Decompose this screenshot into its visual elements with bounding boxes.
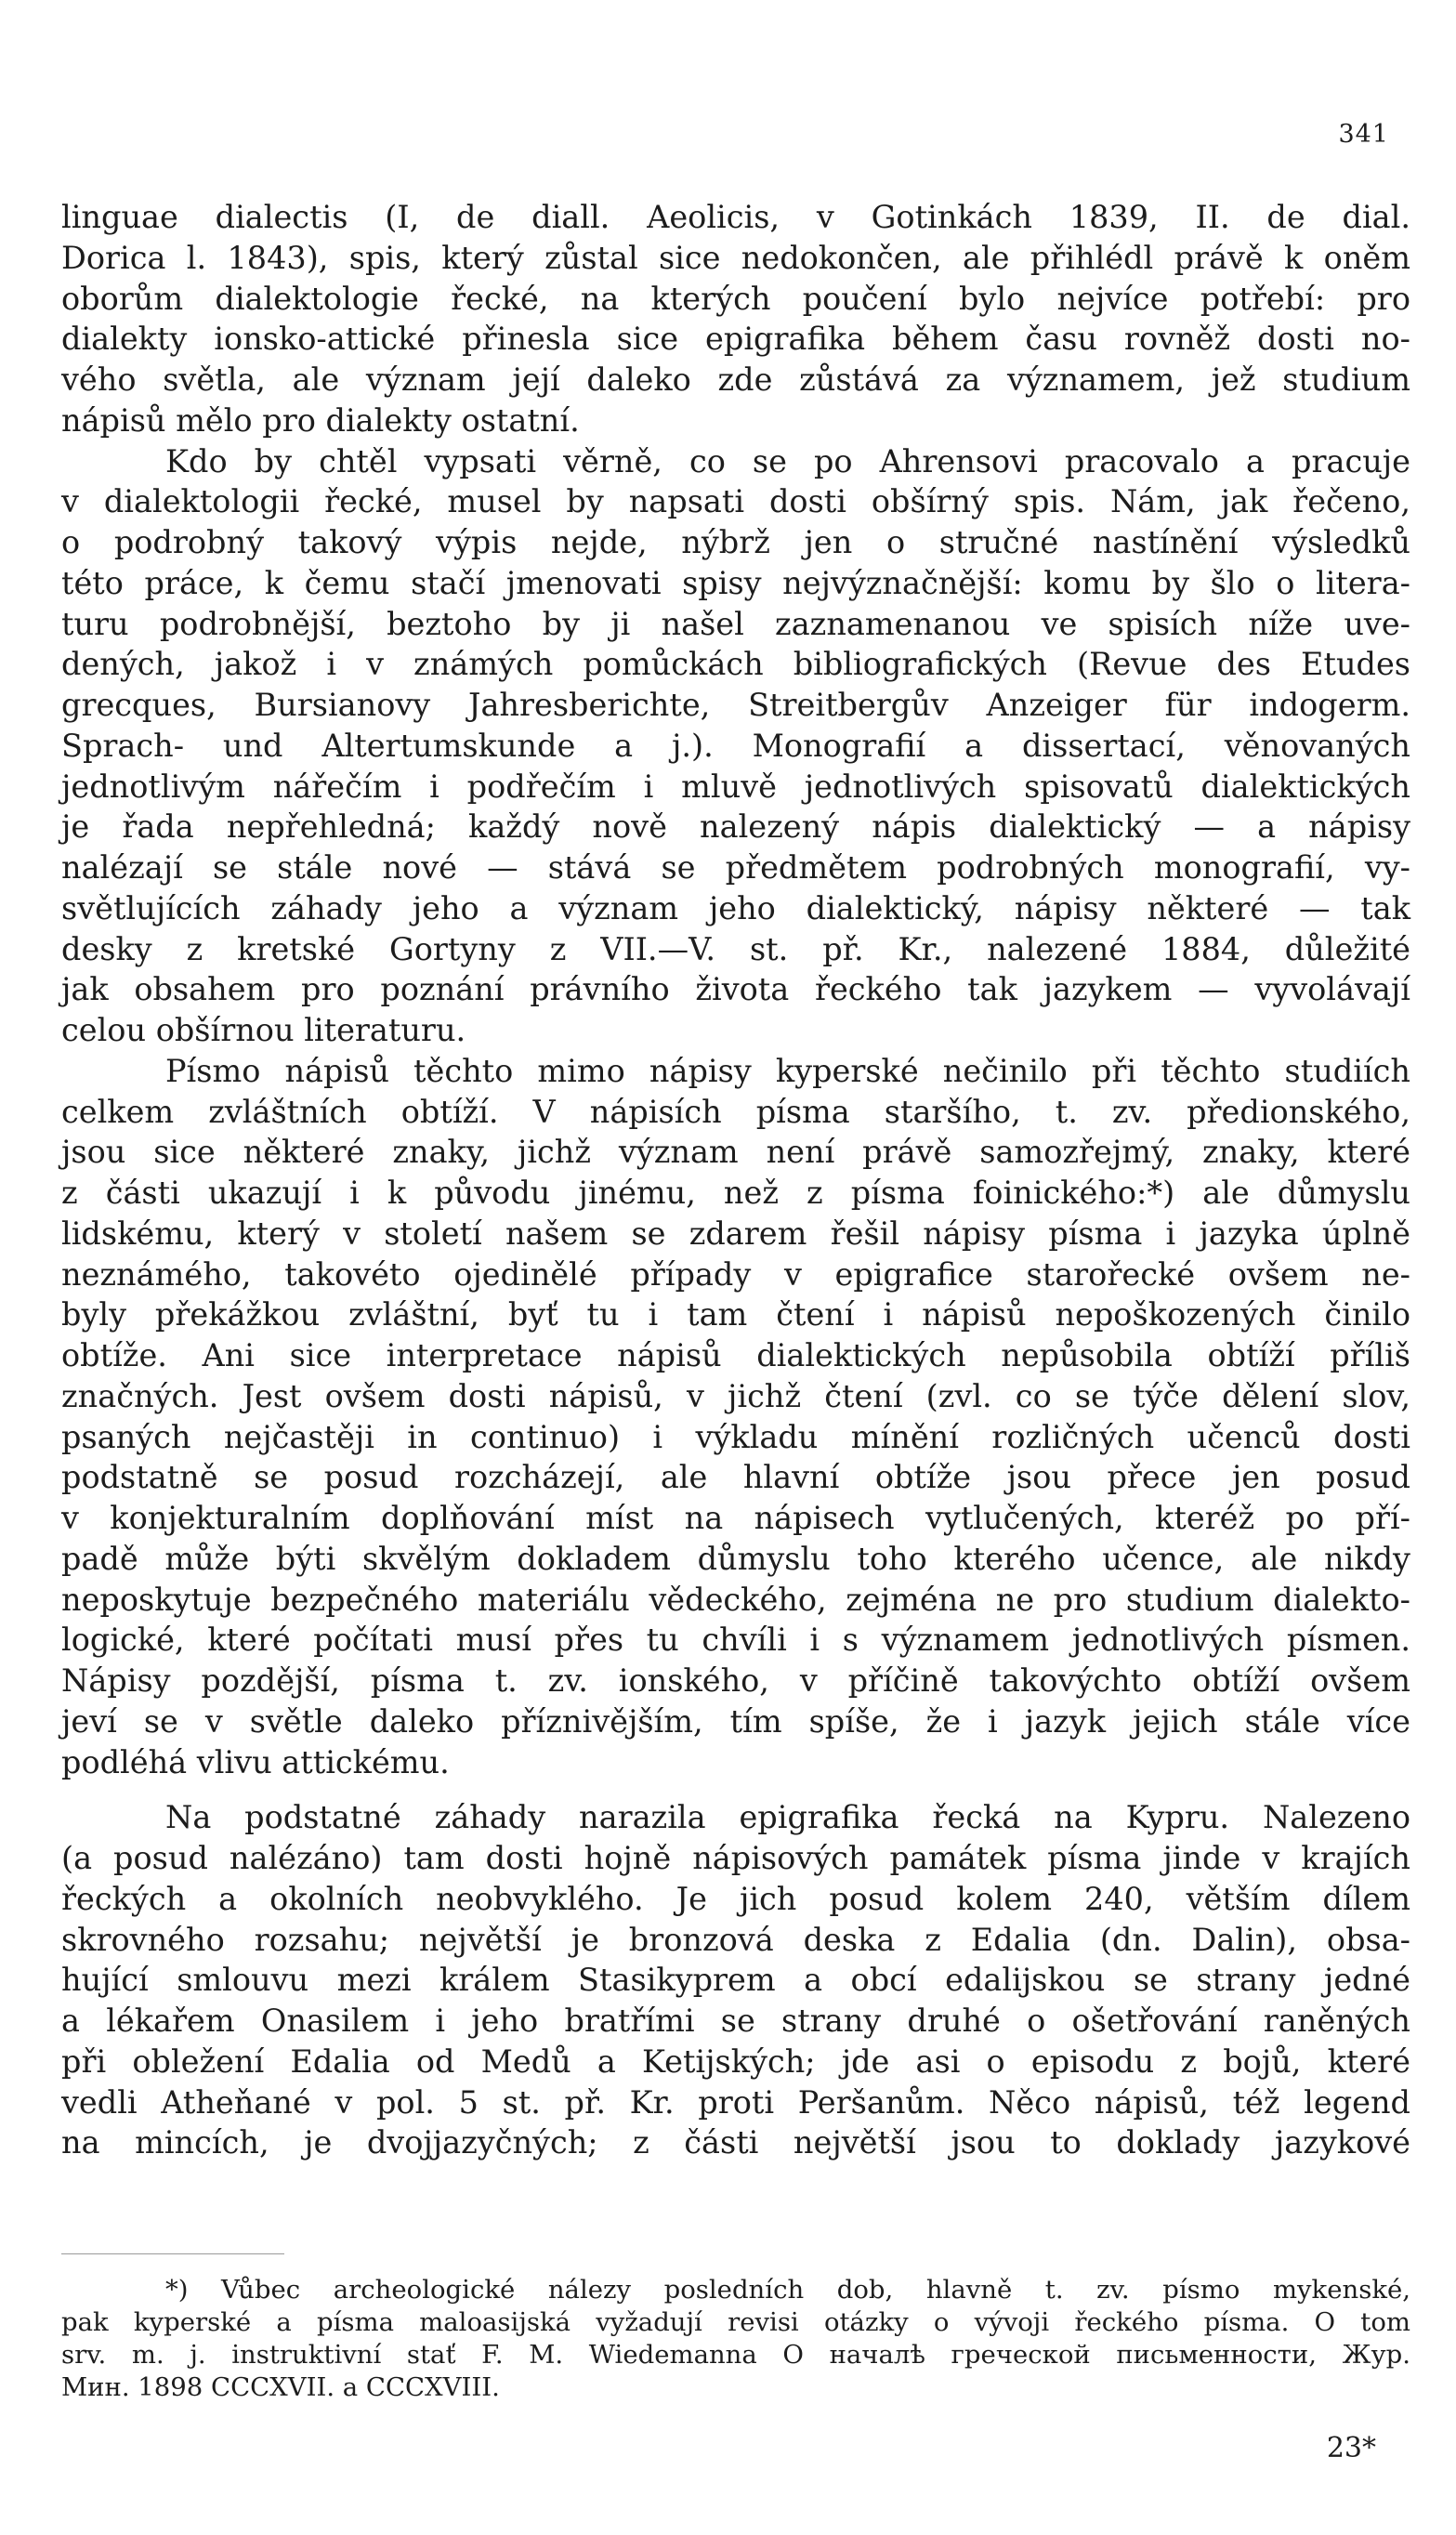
text-line: lidskému, který v století našem se zdarem řešil nápisy písma i jazyka úplně	[61, 1215, 1410, 1252]
text-line: celou obšírnou literaturu.	[61, 1012, 466, 1048]
text-line: podléhá vlivu attickému.	[61, 1743, 450, 1780]
text-line: vého světla, ale význam její daleko zde zůstává za významem, jež studium	[61, 361, 1410, 398]
paragraph	[61, 1797, 1410, 2163]
text-line: značných. Jest ovšem dosti nápisů, v jichž čtení (zvl. co se týče dělení slov,	[61, 1377, 1410, 1414]
text-line: Na podstatné záhady narazila epigrafika řecká na Kypru. Nalezeno	[165, 1799, 1410, 1836]
sheet-signature: 23*	[1326, 2432, 1376, 2464]
text-line: z části ukazují i k původu jinému, než z písma foinického:*) ale důmyslu	[61, 1175, 1410, 1211]
footnote	[61, 2274, 1410, 2404]
text-line: světlujících záhady jeho a význam jeho dialektický, nápisy některé — tak	[61, 889, 1410, 926]
text-line: celkem zvláštních obtíží. V nápisích písma staršího, t. zv. předionského,	[61, 1093, 1410, 1130]
text-line: dialekty ionsko-attické přinesla sice epigrafika během času rovněž dosti no-	[61, 321, 1410, 358]
text-line: jeví se v světle daleko příznivějším, tím spíše, že i jazyk jejich stále více	[61, 1702, 1410, 1740]
text-line: Písmo nápisů těchto mimo nápisy kyperské nečinilo při těchto studiích	[165, 1052, 1410, 1089]
paragraph	[61, 197, 1410, 441]
text-line: při obležení Edalia od Medů a Ketijských; jde asi o episodu z bojů, které	[61, 2042, 1410, 2080]
text-line: jak obsahem pro poznání právního života řeckého tak jazykem — vyvolávají	[61, 971, 1410, 1008]
text-line: jsou sice některé znaky, jichž význam není právě samozřejmý, znaky, které	[61, 1134, 1410, 1171]
text-line: (a posud nalézáno) tam dosti hojně nápisových památek písma jinde v krajích	[61, 1840, 1410, 1876]
text-line: psaných nejčastěji in continuo) i výkladu mínění rozličných učenců dosti	[61, 1418, 1410, 1455]
text-line: v dialektologii řecké, musel by napsati dosti obšírný spis. Nám, jak řečeno,	[61, 483, 1410, 520]
text-line: logické, které počítati musí přes tu chvíli i s významem jednotlivých písmen.	[61, 1622, 1410, 1659]
text-line: řeckých a okolních neobvyklého. Je jich posud kolem 240, větším dílem	[61, 1880, 1410, 1917]
text-line: na mincích, je dvojjazyčných; z části největší jsou to doklady jazykové	[61, 2124, 1410, 2161]
text-line: Kdo by chtěl vypsati věrně, co se po Ahrensovi pracovalo a pracuje	[165, 442, 1410, 479]
text-line: neposkytuje bezpečného materiálu vědeckého, zejména ne pro studium dialekto-	[61, 1581, 1410, 1618]
footnote-line: Мин. 1898 CCCXVII. a CCCXVIII.	[61, 2372, 500, 2402]
text-line: linguae dialectis (I, de diall. Aeolicis, v Gotinkách 1839, II. de dial.	[61, 199, 1410, 235]
text-line: vedli Atheňané v pol. 5 st. př. Kr. proti Peršanům. Něco nápisů, též legend	[61, 2083, 1410, 2121]
text-line: neznámého, takovéto ojedinělé případy v epigrafice starořecké ovšem ne-	[61, 1255, 1410, 1293]
text-line: Sprach- und Altertumskunde a j.). Monografií a dissertací, věnovaných	[61, 727, 1410, 764]
text-line: podstatně se posud rozcházejí, ale hlavní obtíže jsou přece jen posud	[61, 1459, 1410, 1496]
footnote-line: *) Vůbec archeologické nálezy posledních dob, hlavně t. zv. písmo mykenské,	[165, 2275, 1410, 2305]
text-line: této práce, k čemu stačí jmenovati spisy nejvýznačnější: komu by šlo o litera-	[61, 564, 1410, 601]
text-line: a lékařem Onasilem i jeho bratřími se strany druhé o ošetřování raněných	[61, 2003, 1410, 2039]
text-line: nalézají se stále nové — stává se předmětem podrobných monografií, vy-	[61, 849, 1410, 886]
footnote-separator	[61, 2253, 284, 2254]
body-text	[61, 197, 1410, 2163]
paragraph	[61, 1051, 1410, 1783]
text-line: skrovného rozsahu; největší je bronzová deska z Edalia (dn. Dalin), obsa-	[61, 1921, 1410, 1958]
text-line: grecques, Bursianovy Jahresberichte, Streitbergův Anzeiger für indogerm.	[61, 687, 1410, 723]
text-line: padě může býti skvělým dokladem důmyslu toho kterého učence, ale nikdy	[61, 1540, 1410, 1577]
text-line: nápisů mělo pro dialekty ostatní.	[61, 401, 580, 439]
text-line: desky z kretské Gortyny z VII.—V. st. př. Kr., nalezené 1884, důležité	[61, 930, 1410, 967]
footnote-line: srv. m. j. instruktivní stať F. M. Wiedemanna О началѣ греческой письменности, Жур.	[61, 2340, 1410, 2370]
text-line: obtíže. Ani sice interpretace nápisů dialektických nepůsobila obtíží příliš	[61, 1337, 1410, 1373]
text-line: je řada nepřehledná; každý nově nalezený nápis dialektický — a nápisy	[61, 808, 1410, 846]
footnote-line: pak kyperské a písma maloasijská vyžadují revisi otázky o vývoji řeckého písma. O tom	[61, 2307, 1410, 2337]
text-line: Nápisy pozdější, písma t. zv. ionského, v příčině takovýchto obtíží ovšem	[61, 1662, 1410, 1699]
text-line: turu podrobnější, beztoho by ji našel zaznamenanou ve spisích níže uve-	[61, 605, 1410, 642]
page-number: 341	[1338, 120, 1389, 149]
text-line: dených, jakož i v známých pomůckách bibliografických (Revue des Etudes	[61, 646, 1410, 683]
text-line: hující smlouvu mezi králem Stasikyprem a obcí edalijskou se strany jedné	[61, 1962, 1410, 1999]
text-line: Dorica l. 1843), spis, který zůstal sice nedokončen, ale přihlédl právě k oněm	[61, 239, 1410, 276]
text-line: v konjekturalním doplňování míst na nápisech vytlučených, kteréž po pří-	[61, 1500, 1410, 1536]
text-line: byly překážkou zvláštní, byť tu i tam čtení i nápisů nepoškozených činilo	[61, 1296, 1410, 1333]
text-line: jednotlivým nářečím i podřečím i mluvě jednotlivých spisovatů dialektických	[61, 768, 1410, 805]
text-line: o podrobný takový výpis nejde, nýbrž jen o stručné nastínění výsledků	[61, 524, 1410, 560]
text-line: oborům dialektologie řecké, na kterých poučení bylo nejvíce potřebí: pro	[61, 280, 1410, 317]
paragraph	[61, 441, 1410, 1051]
